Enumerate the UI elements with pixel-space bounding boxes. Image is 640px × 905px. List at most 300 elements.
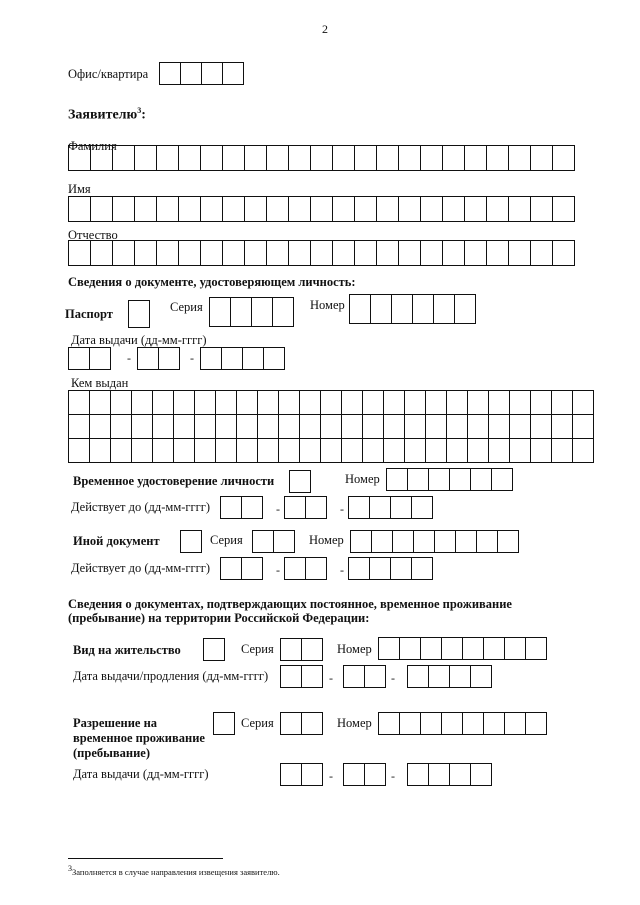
input-cell[interactable] <box>426 391 447 415</box>
input-cell[interactable] <box>370 557 391 580</box>
input-cell[interactable] <box>132 439 153 463</box>
input-cell[interactable] <box>333 196 355 222</box>
footnote-divider <box>68 858 223 859</box>
input-cell[interactable] <box>174 415 195 439</box>
input-cell[interactable] <box>552 391 573 415</box>
input-cell[interactable] <box>113 240 135 266</box>
input-cell[interactable] <box>132 391 153 415</box>
input-cell[interactable] <box>273 297 294 327</box>
input-cell[interactable] <box>355 196 377 222</box>
input-cell[interactable] <box>463 712 484 735</box>
input-cell[interactable] <box>526 637 547 660</box>
passport-issue-date-label: Дата выдачи (дд-мм-гггг) <box>71 333 207 347</box>
input-cell[interactable] <box>111 391 132 415</box>
input-cell[interactable] <box>289 240 311 266</box>
input-cell[interactable] <box>435 530 456 553</box>
input-cell[interactable] <box>69 145 91 171</box>
input-cell[interactable] <box>201 196 223 222</box>
input-cell[interactable] <box>349 496 370 519</box>
date-separator: - <box>340 502 344 516</box>
input-cell[interactable] <box>365 763 386 786</box>
input-cell[interactable] <box>553 196 575 222</box>
temp-residence-day-field[interactable] <box>280 763 323 786</box>
input-cell[interactable] <box>214 712 235 735</box>
input-cell[interactable] <box>258 391 279 415</box>
input-cell[interactable] <box>391 557 412 580</box>
input-cell[interactable] <box>552 415 573 439</box>
passport-issue-day-field[interactable] <box>68 347 111 370</box>
date-separator: - <box>391 671 395 685</box>
input-cell[interactable] <box>505 712 526 735</box>
input-cell[interactable] <box>274 530 295 553</box>
input-cell[interactable] <box>69 391 90 415</box>
input-cell[interactable] <box>245 240 267 266</box>
input-cell[interactable] <box>267 145 289 171</box>
input-cell[interactable] <box>129 300 150 328</box>
input-cell[interactable] <box>264 347 285 370</box>
input-cell[interactable] <box>113 196 135 222</box>
input-cell[interactable] <box>245 196 267 222</box>
input-cell[interactable] <box>370 496 391 519</box>
input-cell[interactable] <box>465 240 487 266</box>
input-cell[interactable] <box>531 196 553 222</box>
input-cell[interactable] <box>216 439 237 463</box>
input-cell[interactable] <box>509 240 531 266</box>
input-cell[interactable] <box>363 391 384 415</box>
input-cell[interactable] <box>157 196 179 222</box>
input-cell[interactable] <box>174 439 195 463</box>
input-cell[interactable] <box>344 763 365 786</box>
input-cell[interactable] <box>447 439 468 463</box>
input-cell[interactable] <box>113 145 135 171</box>
input-cell[interactable] <box>393 530 414 553</box>
temp-id-number-field[interactable] <box>386 468 513 491</box>
input-cell[interactable] <box>391 496 412 519</box>
input-cell[interactable] <box>135 196 157 222</box>
input-cell[interactable] <box>153 415 174 439</box>
date-separator: - <box>276 563 280 577</box>
other-doc-number-label: Номер <box>309 533 344 547</box>
input-cell[interactable] <box>279 439 300 463</box>
passport-checkbox[interactable] <box>128 300 150 328</box>
input-cell[interactable] <box>195 439 216 463</box>
input-cell[interactable] <box>429 665 450 688</box>
input-cell[interactable] <box>342 391 363 415</box>
other-doc-valid-day-field[interactable] <box>220 557 263 580</box>
input-cell[interactable] <box>443 145 465 171</box>
input-cell[interactable] <box>392 294 413 324</box>
input-cell[interactable] <box>135 145 157 171</box>
input-cell[interactable] <box>509 145 531 171</box>
input-cell[interactable] <box>531 391 552 415</box>
input-cell[interactable] <box>456 530 477 553</box>
input-cell[interactable] <box>302 763 323 786</box>
input-cell[interactable] <box>237 439 258 463</box>
input-cell[interactable] <box>90 439 111 463</box>
input-cell[interactable] <box>447 415 468 439</box>
input-cell[interactable] <box>531 240 553 266</box>
input-cell[interactable] <box>487 145 509 171</box>
input-cell[interactable] <box>365 665 386 688</box>
input-cell[interactable] <box>311 145 333 171</box>
input-cell[interactable] <box>489 415 510 439</box>
residence-permit-number-field[interactable] <box>378 637 547 660</box>
input-cell[interactable] <box>429 763 450 786</box>
input-cell[interactable] <box>195 391 216 415</box>
input-cell[interactable] <box>447 391 468 415</box>
input-cell[interactable] <box>242 557 263 580</box>
temp-residence-month-field[interactable] <box>343 763 386 786</box>
input-cell[interactable] <box>471 763 492 786</box>
input-cell[interactable] <box>400 637 421 660</box>
input-cell[interactable] <box>351 530 372 553</box>
input-cell[interactable] <box>281 763 302 786</box>
input-cell[interactable] <box>281 712 302 735</box>
input-cell[interactable] <box>237 415 258 439</box>
footnote: $^3$Заполняется в случае направления извещения заявителю. <box>68 864 280 877</box>
input-cell[interactable] <box>223 145 245 171</box>
input-cell[interactable] <box>201 240 223 266</box>
input-cell[interactable] <box>371 294 392 324</box>
input-cell[interactable] <box>553 240 575 266</box>
input-cell[interactable] <box>201 145 223 171</box>
input-cell[interactable] <box>531 145 553 171</box>
input-cell[interactable] <box>421 145 443 171</box>
issued-by-label: Кем выдан <box>71 376 129 390</box>
input-cell[interactable] <box>179 240 201 266</box>
input-cell[interactable] <box>333 240 355 266</box>
input-cell[interactable] <box>400 712 421 735</box>
temp-id-checkbox[interactable] <box>289 470 311 493</box>
input-cell[interactable] <box>510 439 531 463</box>
input-cell[interactable] <box>91 196 113 222</box>
patronymic-field[interactable] <box>68 240 575 266</box>
input-cell[interactable] <box>179 196 201 222</box>
input-cell[interactable] <box>306 496 327 519</box>
input-cell[interactable] <box>333 145 355 171</box>
input-cell[interactable] <box>69 347 90 370</box>
input-cell[interactable] <box>111 415 132 439</box>
input-cell[interactable] <box>413 294 434 324</box>
input-cell[interactable] <box>159 347 180 370</box>
input-cell[interactable] <box>363 439 384 463</box>
input-cell[interactable] <box>468 391 489 415</box>
input-cell[interactable] <box>450 468 471 491</box>
input-cell[interactable] <box>91 145 113 171</box>
input-cell[interactable] <box>300 415 321 439</box>
input-cell[interactable] <box>350 294 371 324</box>
input-cell[interactable] <box>405 391 426 415</box>
input-cell[interactable] <box>216 415 237 439</box>
passport-number-field[interactable] <box>349 294 476 324</box>
input-cell[interactable] <box>421 196 443 222</box>
other-doc-valid-year-field[interactable] <box>348 557 433 580</box>
input-cell[interactable] <box>132 415 153 439</box>
input-cell[interactable] <box>429 468 450 491</box>
input-cell[interactable] <box>321 391 342 415</box>
input-cell[interactable] <box>135 240 157 266</box>
input-cell[interactable] <box>174 391 195 415</box>
input-cell[interactable] <box>285 496 306 519</box>
residence-permit-series-field[interactable] <box>280 638 323 661</box>
input-cell[interactable] <box>384 439 405 463</box>
input-cell[interactable] <box>279 391 300 415</box>
office-field[interactable] <box>159 62 244 85</box>
input-cell[interactable] <box>412 496 433 519</box>
input-cell[interactable] <box>223 240 245 266</box>
input-cell[interactable] <box>160 62 181 85</box>
input-cell[interactable] <box>421 240 443 266</box>
input-cell[interactable] <box>408 763 429 786</box>
input-cell[interactable] <box>302 712 323 735</box>
input-cell[interactable] <box>69 196 91 222</box>
temp-residence-label-line3: (пребывание) <box>73 746 150 760</box>
input-cell[interactable] <box>471 665 492 688</box>
issued-by-row <box>69 415 594 439</box>
input-cell[interactable] <box>90 347 111 370</box>
input-cell[interactable] <box>311 240 333 266</box>
input-cell[interactable] <box>153 391 174 415</box>
temp-id-valid-year-field[interactable] <box>348 496 433 519</box>
input-cell[interactable] <box>531 415 552 439</box>
input-cell[interactable] <box>267 196 289 222</box>
input-cell[interactable] <box>253 530 274 553</box>
temp-id-label: Временное удостоверение личности <box>73 474 275 488</box>
input-cell[interactable] <box>181 62 202 85</box>
residence-permit-month-field[interactable] <box>343 665 386 688</box>
input-cell[interactable] <box>237 391 258 415</box>
input-cell[interactable] <box>349 557 370 580</box>
input-cell[interactable] <box>355 240 377 266</box>
residence-permit-day-field[interactable] <box>280 665 323 688</box>
input-cell[interactable] <box>487 196 509 222</box>
passport-issue-year-field[interactable] <box>200 347 285 370</box>
input-cell[interactable] <box>384 391 405 415</box>
input-cell[interactable] <box>399 196 421 222</box>
surname-field[interactable] <box>68 145 575 171</box>
input-cell[interactable] <box>465 196 487 222</box>
input-cell[interactable] <box>405 415 426 439</box>
input-cell[interactable] <box>484 712 505 735</box>
input-cell[interactable] <box>442 637 463 660</box>
input-cell[interactable] <box>372 530 393 553</box>
input-cell[interactable] <box>179 145 201 171</box>
input-cell[interactable] <box>311 196 333 222</box>
input-cell[interactable] <box>111 439 132 463</box>
residence-permit-checkbox[interactable] <box>203 638 225 661</box>
input-cell[interactable] <box>223 62 244 85</box>
temp-residence-year-field[interactable] <box>407 763 492 786</box>
input-cell[interactable] <box>195 415 216 439</box>
input-cell[interactable] <box>509 196 531 222</box>
input-cell[interactable] <box>412 557 433 580</box>
input-cell[interactable] <box>553 145 575 171</box>
input-cell[interactable] <box>487 240 509 266</box>
input-cell[interactable] <box>377 240 399 266</box>
input-cell[interactable] <box>90 415 111 439</box>
surname-label: Фамилия <box>68 139 117 153</box>
input-cell[interactable] <box>408 468 429 491</box>
input-cell[interactable] <box>201 347 222 370</box>
input-cell[interactable] <box>384 415 405 439</box>
input-cell[interactable] <box>573 415 594 439</box>
input-cell[interactable] <box>321 415 342 439</box>
temp-residence-number-label: Номер <box>337 716 372 730</box>
input-cell[interactable] <box>484 637 505 660</box>
input-cell[interactable] <box>408 665 429 688</box>
residence-permit-date-label: Дата выдачи/продления (дд-мм-гггг) <box>73 669 269 683</box>
input-cell[interactable] <box>414 530 435 553</box>
other-doc-checkbox[interactable] <box>180 530 202 553</box>
input-cell[interactable] <box>526 712 547 735</box>
input-cell[interactable] <box>489 391 510 415</box>
input-cell[interactable] <box>377 145 399 171</box>
input-cell[interactable] <box>290 470 311 493</box>
input-cell[interactable] <box>221 557 242 580</box>
input-cell[interactable] <box>399 240 421 266</box>
input-cell[interactable] <box>285 557 306 580</box>
input-cell[interactable] <box>243 347 264 370</box>
input-cell[interactable] <box>300 439 321 463</box>
input-cell[interactable] <box>489 439 510 463</box>
input-cell[interactable] <box>426 439 447 463</box>
input-cell[interactable] <box>552 439 573 463</box>
input-cell[interactable] <box>505 637 526 660</box>
input-cell[interactable] <box>321 439 342 463</box>
passport-series-field[interactable] <box>209 297 294 327</box>
input-cell[interactable] <box>289 196 311 222</box>
other-doc-valid-month-field[interactable] <box>284 557 327 580</box>
temp-residence-number-field[interactable] <box>378 712 547 735</box>
input-cell[interactable] <box>242 496 263 519</box>
input-cell[interactable] <box>377 196 399 222</box>
name-label: Имя <box>68 182 91 196</box>
passport-number-label: Номер <box>310 298 345 312</box>
temp-residence-checkbox[interactable] <box>213 712 235 735</box>
input-cell[interactable] <box>450 665 471 688</box>
residence-docs-heading-line1: Сведения о документах, подтверждающих постоянное, временное проживание <box>68 597 512 611</box>
input-cell[interactable] <box>258 439 279 463</box>
input-cell[interactable] <box>342 415 363 439</box>
input-cell[interactable] <box>90 391 111 415</box>
input-cell[interactable] <box>221 496 242 519</box>
input-cell[interactable] <box>279 415 300 439</box>
input-cell[interactable] <box>426 415 447 439</box>
input-cell[interactable] <box>455 294 476 324</box>
input-cell[interactable] <box>531 439 552 463</box>
input-cell[interactable] <box>181 530 202 553</box>
input-cell[interactable] <box>463 637 484 660</box>
input-cell[interactable] <box>573 391 594 415</box>
input-cell[interactable] <box>355 145 377 171</box>
input-cell[interactable] <box>210 297 231 327</box>
input-cell[interactable] <box>157 240 179 266</box>
input-cell[interactable] <box>153 439 174 463</box>
input-cell[interactable] <box>91 240 113 266</box>
residence-docs-heading-line2: (пребывание) на территории Российской Федерации: <box>68 611 370 625</box>
input-cell[interactable] <box>306 557 327 580</box>
input-cell[interactable] <box>344 665 365 688</box>
input-cell[interactable] <box>342 439 363 463</box>
input-cell[interactable] <box>471 468 492 491</box>
input-cell[interactable] <box>573 439 594 463</box>
input-cell[interactable] <box>510 391 531 415</box>
input-cell[interactable] <box>202 62 223 85</box>
other-doc-number-field[interactable] <box>350 530 519 553</box>
input-cell[interactable] <box>379 712 400 735</box>
temp-id-number-label: Номер <box>345 472 380 486</box>
temp-residence-label-line1: Разрешение на <box>73 716 158 730</box>
input-cell[interactable] <box>498 530 519 553</box>
applicant-heading: Заявителю$^3$: <box>68 106 146 123</box>
temp-id-valid-day-field[interactable] <box>220 496 263 519</box>
input-cell[interactable] <box>281 638 302 661</box>
input-cell[interactable] <box>443 196 465 222</box>
input-cell[interactable] <box>69 240 91 266</box>
issued-by-row <box>69 439 594 463</box>
temp-residence-series-field[interactable] <box>280 712 323 735</box>
input-cell[interactable] <box>363 415 384 439</box>
input-cell[interactable] <box>450 763 471 786</box>
input-cell[interactable] <box>223 196 245 222</box>
name-field[interactable] <box>68 196 575 222</box>
input-cell[interactable] <box>216 391 237 415</box>
input-cell[interactable] <box>258 415 279 439</box>
input-cell[interactable] <box>267 240 289 266</box>
input-cell[interactable] <box>69 415 90 439</box>
passport-issue-month-field[interactable] <box>137 347 180 370</box>
issued-by-field[interactable] <box>68 390 594 463</box>
other-doc-series-field[interactable] <box>252 530 295 553</box>
input-cell[interactable] <box>252 297 273 327</box>
input-cell[interactable] <box>302 638 323 661</box>
input-cell[interactable] <box>231 297 252 327</box>
input-cell[interactable] <box>468 415 489 439</box>
input-cell[interactable] <box>204 638 225 661</box>
input-cell[interactable] <box>510 415 531 439</box>
input-cell[interactable] <box>245 145 267 171</box>
input-cell[interactable] <box>289 145 311 171</box>
input-cell[interactable] <box>300 391 321 415</box>
other-doc-valid-until-label: Действует до (дд-мм-гггг) <box>71 561 211 575</box>
input-cell[interactable] <box>69 439 90 463</box>
input-cell[interactable] <box>443 240 465 266</box>
input-cell[interactable] <box>387 468 408 491</box>
input-cell[interactable] <box>421 637 442 660</box>
date-separator: - <box>329 769 333 783</box>
input-cell[interactable] <box>405 439 426 463</box>
input-cell[interactable] <box>434 294 455 324</box>
input-cell[interactable] <box>468 439 489 463</box>
input-cell[interactable] <box>281 665 302 688</box>
input-cell[interactable] <box>379 637 400 660</box>
input-cell[interactable] <box>302 665 323 688</box>
office-label: Офис/квартира <box>68 67 149 81</box>
input-cell[interactable] <box>222 347 243 370</box>
input-cell[interactable] <box>399 145 421 171</box>
input-cell[interactable] <box>492 468 513 491</box>
input-cell[interactable] <box>157 145 179 171</box>
input-cell[interactable] <box>442 712 463 735</box>
residence-permit-series-label: Серия <box>241 642 274 656</box>
residence-permit-year-field[interactable] <box>407 665 492 688</box>
input-cell[interactable] <box>138 347 159 370</box>
temp-residence-date-label: Дата выдачи (дд-мм-гггг) <box>73 767 209 781</box>
temp-id-valid-month-field[interactable] <box>284 496 327 519</box>
input-cell[interactable] <box>421 712 442 735</box>
input-cell[interactable] <box>465 145 487 171</box>
input-cell[interactable] <box>477 530 498 553</box>
